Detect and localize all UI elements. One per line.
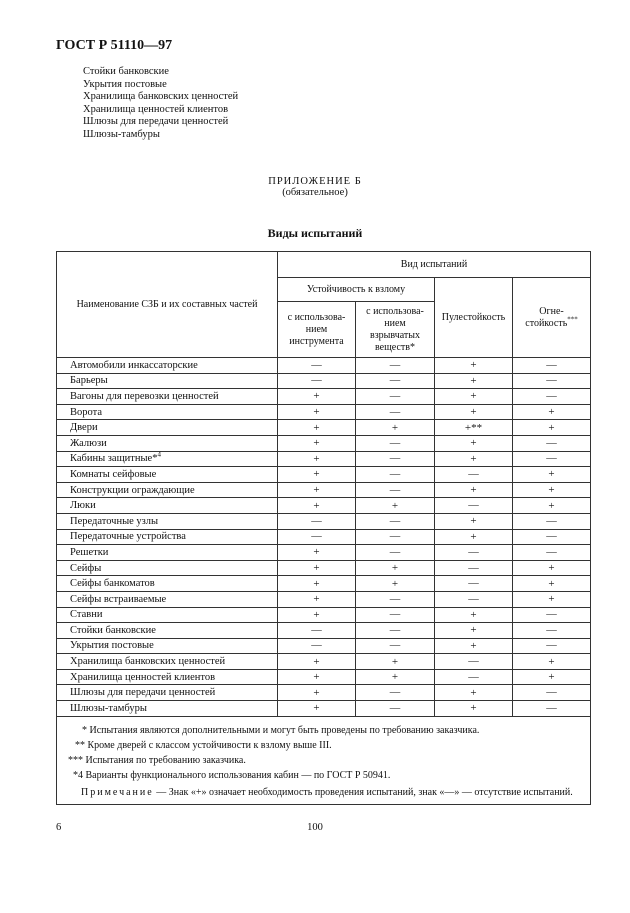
document-header: ГОСТ Р 51110—97 xyxy=(56,38,173,53)
row-value-cell: — xyxy=(513,685,591,701)
table-row xyxy=(57,638,591,654)
row-value-cell: + xyxy=(278,654,356,670)
table-row xyxy=(57,576,591,592)
row-name-cell xyxy=(57,451,278,467)
column-header-name: Наименование СЗБ и их составных частей xyxy=(57,252,278,358)
row-value-cell: — xyxy=(356,482,435,498)
row-name: Комнаты сейфовые xyxy=(70,468,157,480)
row-name: Ставни xyxy=(70,609,103,621)
row-value-cell: — xyxy=(513,513,591,529)
note-label: Примечание xyxy=(81,786,154,798)
row-value-cell: + xyxy=(513,404,591,420)
row-name: Хранилища ценностей клиентов xyxy=(70,671,216,683)
row-value-cell: — xyxy=(435,545,513,561)
table-row xyxy=(57,389,591,405)
row-name: Жалюзи xyxy=(70,437,107,449)
row-name-cell xyxy=(57,529,278,545)
row-value-cell: + xyxy=(278,685,356,701)
row-name-cell xyxy=(57,373,278,389)
table-row xyxy=(57,435,591,451)
row-value-cell: — xyxy=(356,513,435,529)
appendix-label: ПРИЛОЖЕНИЕ Б xyxy=(268,176,362,187)
row-name: Люки xyxy=(70,500,96,512)
row-value-cell: — xyxy=(435,576,513,592)
footnote-4-mark: *4 xyxy=(73,769,83,781)
row-value-cell: + xyxy=(513,467,591,483)
row-name-cell xyxy=(57,576,278,592)
row-value-cell: + xyxy=(278,607,356,623)
row-value-cell: — xyxy=(513,638,591,654)
row-value-cell: — xyxy=(435,654,513,670)
row-value-cell: — xyxy=(278,638,356,654)
row-name-cell xyxy=(57,358,278,374)
row-value-cell: + xyxy=(356,576,435,592)
row-value-cell: — xyxy=(513,701,591,717)
row-value-cell: + xyxy=(356,420,435,436)
row-name: Сейфы банкоматов xyxy=(70,578,155,590)
appendix-subtitle: (обязательное) xyxy=(282,187,348,198)
footnote-2: ** Кроме дверей с классом устойчивости к взлому выше III. xyxy=(75,739,332,751)
row-name-cell xyxy=(57,685,278,701)
row-name-cell xyxy=(57,467,278,483)
row-value-cell: — xyxy=(356,623,435,639)
row-name-cell xyxy=(57,545,278,561)
row-name: Автомобили инкассаторские xyxy=(70,359,198,371)
row-value-cell: — xyxy=(356,638,435,654)
row-name: Шлюзы-тамбуры xyxy=(70,702,147,714)
row-value-cell: + xyxy=(435,685,513,701)
row-value-cell: — xyxy=(356,389,435,405)
row-value-cell: + xyxy=(435,373,513,389)
row-name-cell xyxy=(57,669,278,685)
column-header-tool: с использова- нием инструмента xyxy=(278,302,356,358)
row-value-cell: — xyxy=(356,545,435,561)
row-value-cell: — xyxy=(356,701,435,717)
row-name-mark: 4 xyxy=(157,450,161,459)
table-row xyxy=(57,482,591,498)
row-value-cell: — xyxy=(356,451,435,467)
row-value-cell: + xyxy=(356,560,435,576)
row-name-cell xyxy=(57,389,278,405)
row-value-cell: + xyxy=(513,498,591,514)
row-value-cell: + xyxy=(435,701,513,717)
row-value-cell: — xyxy=(356,591,435,607)
row-value-cell: + xyxy=(513,482,591,498)
row-value-cell: + xyxy=(435,607,513,623)
row-name-cell xyxy=(57,513,278,529)
row-name: Вагоны для перевозки ценностей xyxy=(70,390,219,402)
footnote-1: * Испытания являются дополнительными и могут быть проведены по требованию заказчика. xyxy=(82,724,480,736)
row-name: Передаточные устройства xyxy=(70,531,186,543)
row-value-cell: — xyxy=(356,529,435,545)
row-name: Стойки банковские xyxy=(70,624,156,636)
row-value-cell: + xyxy=(435,638,513,654)
row-value-cell: — xyxy=(356,607,435,623)
row-name: Ворота xyxy=(70,406,102,418)
top-list-item: Хранилища ценностей клиентов xyxy=(83,103,229,115)
row-value-cell: — xyxy=(278,513,356,529)
row-value-cell: + xyxy=(513,654,591,670)
table-row xyxy=(57,685,591,701)
row-value-cell: + xyxy=(356,669,435,685)
row-value-cell: + xyxy=(435,623,513,639)
appendix-title xyxy=(0,176,630,198)
table-row xyxy=(57,623,591,639)
row-value-cell: — xyxy=(513,389,591,405)
table-row xyxy=(57,420,591,436)
table-row xyxy=(57,513,591,529)
row-value-cell: — xyxy=(356,685,435,701)
row-value-cell: + xyxy=(356,498,435,514)
table-row xyxy=(57,591,591,607)
table-row xyxy=(57,404,591,420)
row-value-cell: + xyxy=(278,482,356,498)
row-value-cell: + xyxy=(435,482,513,498)
table-row xyxy=(57,560,591,576)
column-header-subgroup: Устойчивость к взлому xyxy=(278,278,435,302)
row-value-cell: + xyxy=(278,467,356,483)
table-row xyxy=(57,607,591,623)
row-name: Передаточные узлы xyxy=(70,515,159,527)
page-number: 6 xyxy=(56,822,62,833)
table-row xyxy=(57,669,591,685)
row-name-cell xyxy=(57,498,278,514)
row-value-cell: — xyxy=(356,404,435,420)
footnote-4 xyxy=(65,768,582,783)
row-name-cell xyxy=(57,623,278,639)
row-value-cell: + xyxy=(278,435,356,451)
column-header-fire-label: Огне- стойкость xyxy=(525,305,568,329)
row-value-cell: — xyxy=(513,358,591,374)
column-header-fire-mark: *** xyxy=(567,315,578,324)
row-value-cell: — xyxy=(513,607,591,623)
row-value-cell: + xyxy=(435,358,513,374)
row-value-cell: + xyxy=(435,513,513,529)
row-value-cell: + xyxy=(278,576,356,592)
row-name-cell xyxy=(57,591,278,607)
row-value-cell: — xyxy=(356,358,435,374)
row-name-cell xyxy=(57,701,278,717)
row-value-cell: + xyxy=(278,591,356,607)
row-value-cell: — xyxy=(513,373,591,389)
footnote-4-text: Варианты функционального использования кабин — по ГОСТ Р 50941. xyxy=(83,769,391,781)
row-name-cell xyxy=(57,638,278,654)
note-text: — Знак «+» означает необходимость проведения испытаний, знак «—» — отсутствие испытаний. xyxy=(153,786,573,798)
row-name-cell xyxy=(57,435,278,451)
top-list-item: Шлюзы для передачи ценностей xyxy=(83,116,229,128)
row-name: Кабины защитные* xyxy=(70,453,158,465)
row-value-cell: + xyxy=(435,435,513,451)
row-value-cell: — xyxy=(278,623,356,639)
row-value-cell: + xyxy=(278,389,356,405)
row-name-cell xyxy=(57,404,278,420)
top-list-item: Укрытия постовые xyxy=(83,78,167,90)
row-name: Шлюзы для передачи ценностей xyxy=(70,687,216,699)
row-value-cell: — xyxy=(356,373,435,389)
row-value-cell: — xyxy=(435,467,513,483)
row-value-cell: + xyxy=(435,451,513,467)
row-value-cell: + xyxy=(278,560,356,576)
row-value-cell: + xyxy=(435,529,513,545)
row-value-cell: +** xyxy=(435,420,513,436)
table-row xyxy=(57,451,591,467)
column-header-bullet: Пулестойкость xyxy=(435,278,513,358)
table-title: Виды испытаний xyxy=(267,226,363,240)
top-list-item: Стойки банковские xyxy=(83,66,169,77)
row-name-cell xyxy=(57,654,278,670)
center-number: 100 xyxy=(307,822,323,833)
row-name: Сейфы xyxy=(70,562,102,574)
row-value-cell: + xyxy=(513,560,591,576)
table-row xyxy=(57,701,591,717)
table-row xyxy=(57,358,591,374)
table-row xyxy=(57,498,591,514)
row-value-cell: — xyxy=(513,451,591,467)
top-list xyxy=(83,66,238,142)
row-value-cell: + xyxy=(278,451,356,467)
table-row xyxy=(57,545,591,561)
row-name-cell xyxy=(57,420,278,436)
row-name-cell xyxy=(57,482,278,498)
top-list-item: Шлюзы-тамбуры xyxy=(83,128,160,140)
row-name: Барьеры xyxy=(70,375,108,387)
row-value-cell: + xyxy=(435,404,513,420)
row-value-cell: — xyxy=(435,560,513,576)
row-name: Конструкции ограждающие xyxy=(70,484,195,496)
row-value-cell: — xyxy=(513,435,591,451)
row-value-cell: + xyxy=(513,576,591,592)
row-name: Укрытия постовые xyxy=(70,640,154,652)
row-value-cell: + xyxy=(278,420,356,436)
row-value-cell: + xyxy=(513,420,591,436)
row-value-cell: — xyxy=(435,591,513,607)
row-name-cell xyxy=(57,560,278,576)
table-row xyxy=(57,373,591,389)
row-value-cell: + xyxy=(278,404,356,420)
row-value-cell: + xyxy=(513,669,591,685)
row-value-cell: — xyxy=(513,623,591,639)
row-value-cell: + xyxy=(278,701,356,717)
row-name: Хранилища банковских ценностей xyxy=(70,656,226,668)
row-name: Решетки xyxy=(70,546,109,558)
row-value-cell: + xyxy=(278,669,356,685)
row-value-cell: — xyxy=(513,545,591,561)
row-value-cell: — xyxy=(435,498,513,514)
row-value-cell: + xyxy=(278,498,356,514)
tests-table xyxy=(56,251,591,805)
top-list-item: Хранилища банковских ценностей xyxy=(83,91,239,103)
row-value-cell: — xyxy=(356,435,435,451)
row-value-cell: + xyxy=(435,389,513,405)
column-header-fire xyxy=(513,278,591,358)
note xyxy=(65,785,582,800)
table-row xyxy=(57,467,591,483)
row-value-cell: + xyxy=(513,591,591,607)
row-value-cell: — xyxy=(278,373,356,389)
column-header-explosive: с использова- нием взрывчатых веществ* xyxy=(356,302,435,358)
footnotes-cell xyxy=(57,716,591,804)
row-value-cell: — xyxy=(356,467,435,483)
column-header-group: Вид испытаний xyxy=(278,252,591,278)
row-name-cell xyxy=(57,607,278,623)
footnote-3: *** Испытания по требованию заказчика. xyxy=(68,754,246,766)
row-name: Сейфы встраиваемые xyxy=(70,593,167,605)
row-value-cell: — xyxy=(513,529,591,545)
row-value-cell: + xyxy=(356,654,435,670)
row-value-cell: — xyxy=(435,669,513,685)
row-value-cell: — xyxy=(278,358,356,374)
row-name: Двери xyxy=(70,422,98,434)
table-row xyxy=(57,654,591,670)
row-value-cell: + xyxy=(278,545,356,561)
table-row xyxy=(57,529,591,545)
row-value-cell: — xyxy=(278,529,356,545)
